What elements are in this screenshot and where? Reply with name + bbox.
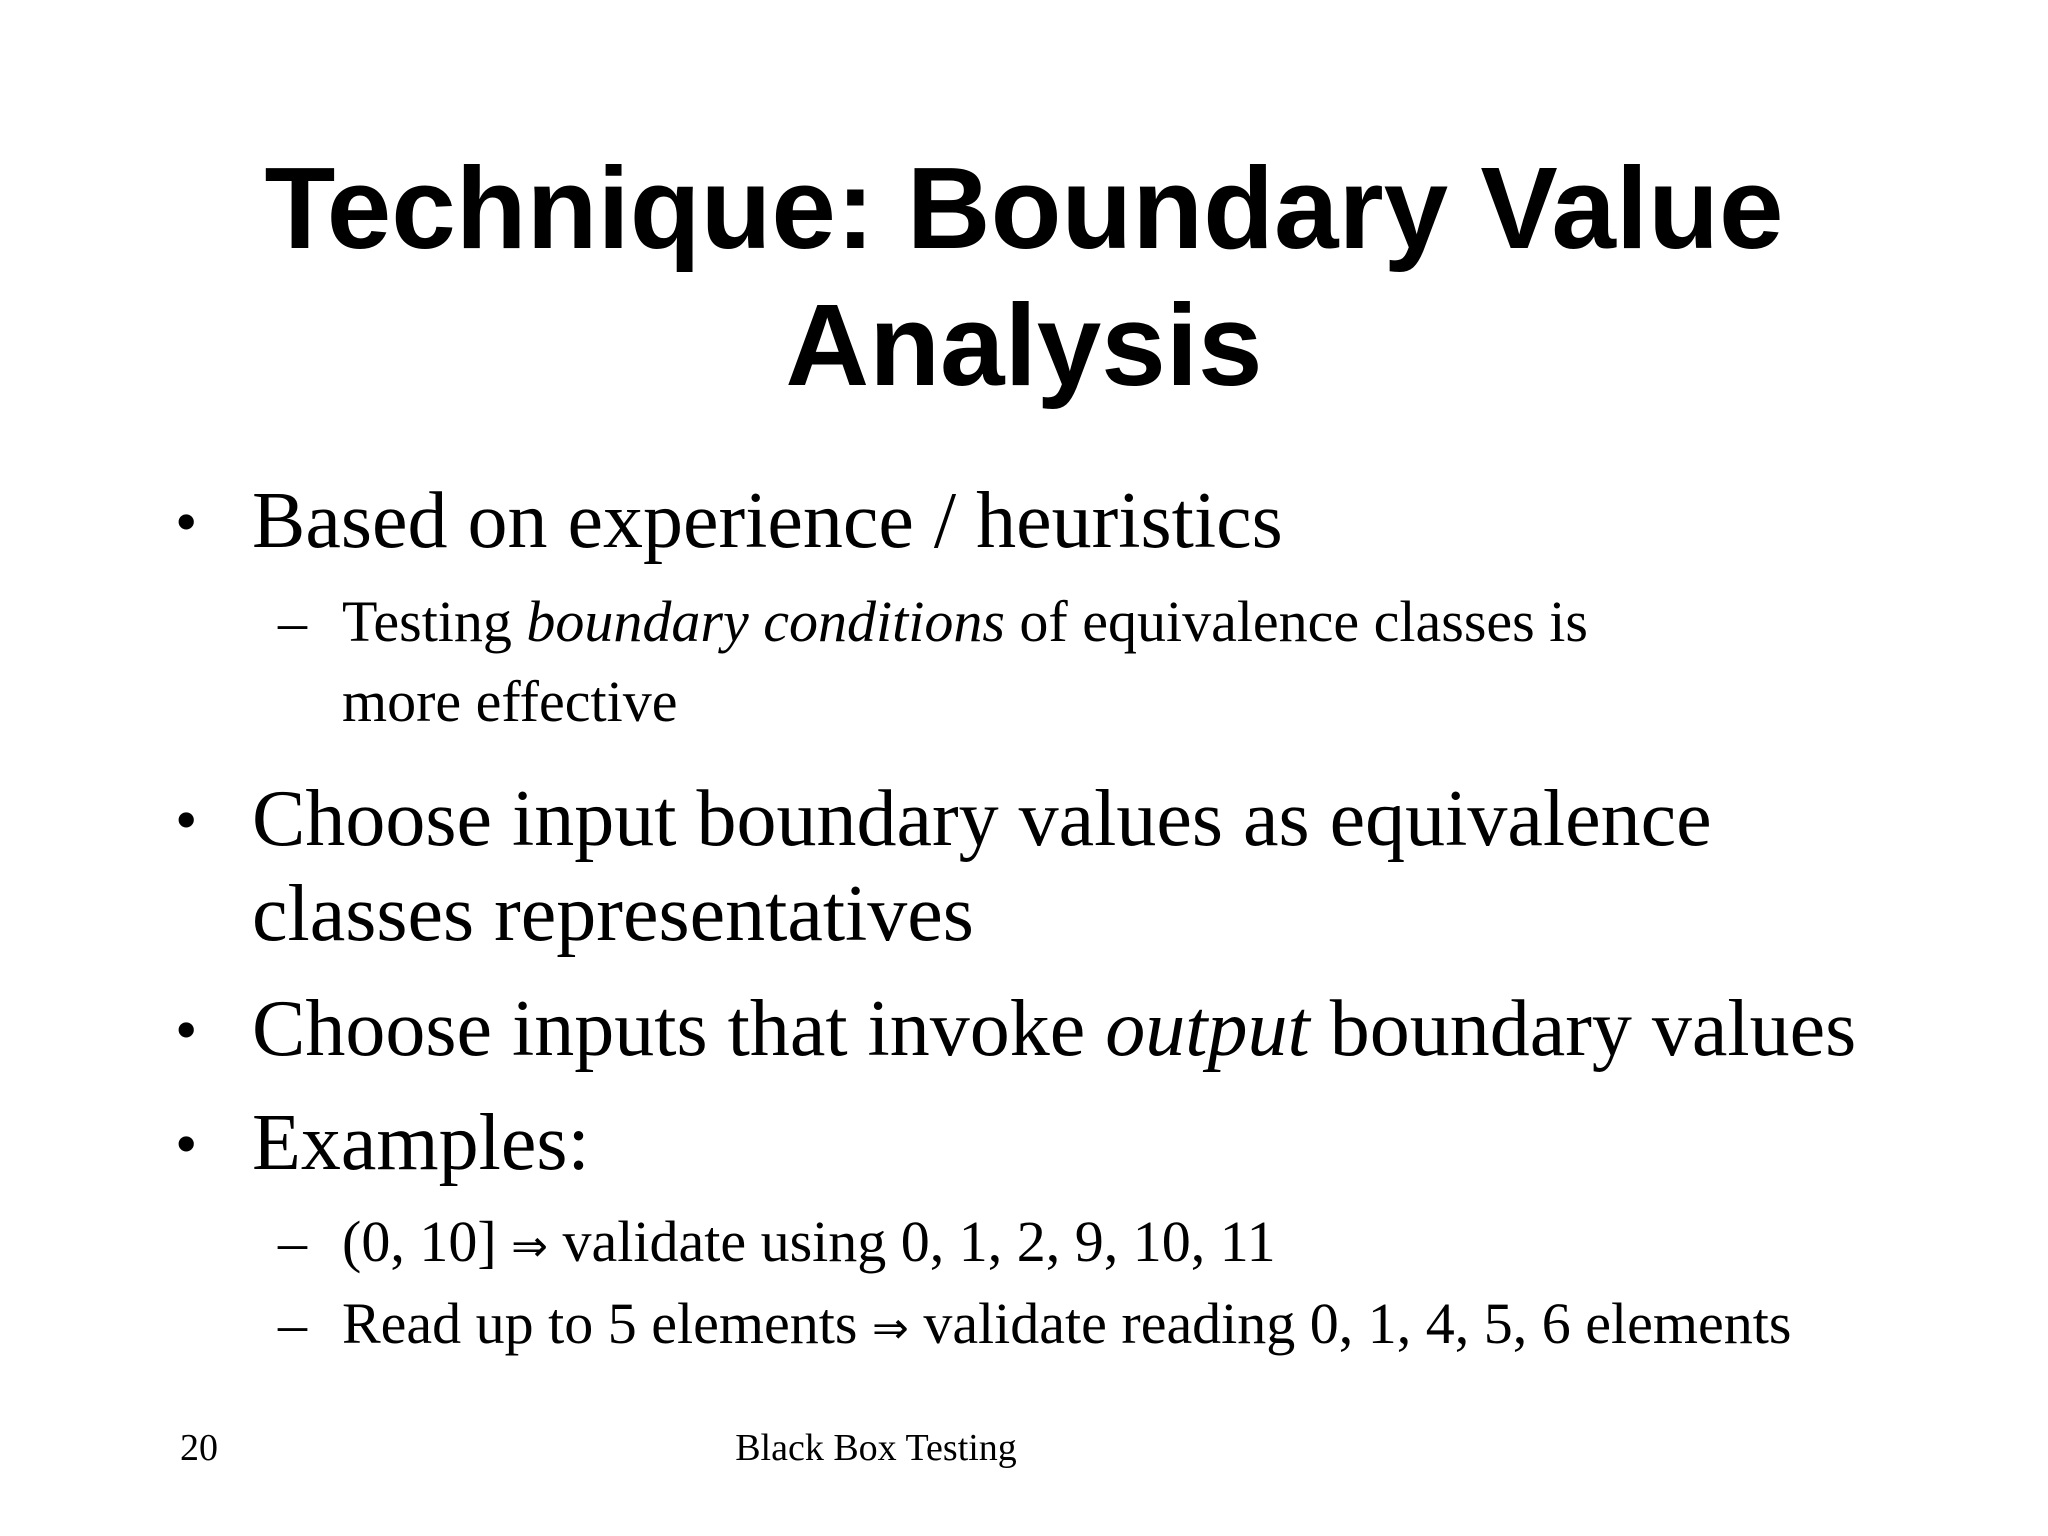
bullet-marker: •: [175, 784, 198, 855]
dash-marker: –: [278, 1209, 307, 1274]
emphasis-text: boundary conditions: [526, 589, 1005, 654]
sub-bullet-example-range: [342, 1202, 1902, 1287]
bullet-marker: •: [175, 994, 198, 1065]
sub-bullet-boundary-conditions: [342, 582, 1902, 662]
dash-marker: –: [278, 589, 307, 654]
sub-bullet-text: validate reading 0, 1, 4, 5, 6 elements: [908, 1291, 1792, 1356]
bullet-marker: •: [175, 1108, 198, 1179]
sub-bullet-continuation: more effective: [342, 669, 678, 734]
footer-title: Black Box Testing: [735, 1427, 1017, 1469]
sub-bullet-text: of equivalence classes is: [1004, 589, 1588, 654]
bullet-experience-heuristics: Based on experience / heuristics: [252, 477, 1283, 565]
sub-bullet-example-elements: [342, 1284, 1902, 1369]
bullet-output-boundary-values: [252, 982, 1952, 1077]
bullet-text: boundary values: [1309, 985, 1857, 1073]
bullet-input-boundary-values: Choose input boundary values as equivalence: [252, 775, 1712, 863]
implies-arrow-icon: ⇒: [511, 1221, 549, 1272]
page-number: 20: [180, 1427, 218, 1469]
sub-bullet-text: (0, 10]: [342, 1209, 512, 1274]
bullet-marker: •: [175, 486, 198, 557]
sub-bullet-text: Testing: [342, 589, 527, 654]
bullet-examples: Examples:: [252, 1099, 590, 1187]
emphasis-text: output: [1105, 985, 1310, 1073]
slide-title-line-2: Analysis: [785, 280, 1263, 410]
bullet-text: Choose inputs that invoke: [252, 985, 1106, 1073]
sub-bullet-text: validate using 0, 1, 2, 9, 10, 11: [548, 1209, 1276, 1274]
sub-bullet-text: Read up to 5 elements: [342, 1291, 872, 1356]
bullet-input-boundary-values-continuation: classes representatives: [252, 870, 974, 958]
implies-arrow-icon: ⇒: [871, 1303, 909, 1354]
dash-marker: –: [278, 1291, 307, 1356]
slide-title-line-1: Technique: Boundary Value: [264, 143, 1784, 273]
